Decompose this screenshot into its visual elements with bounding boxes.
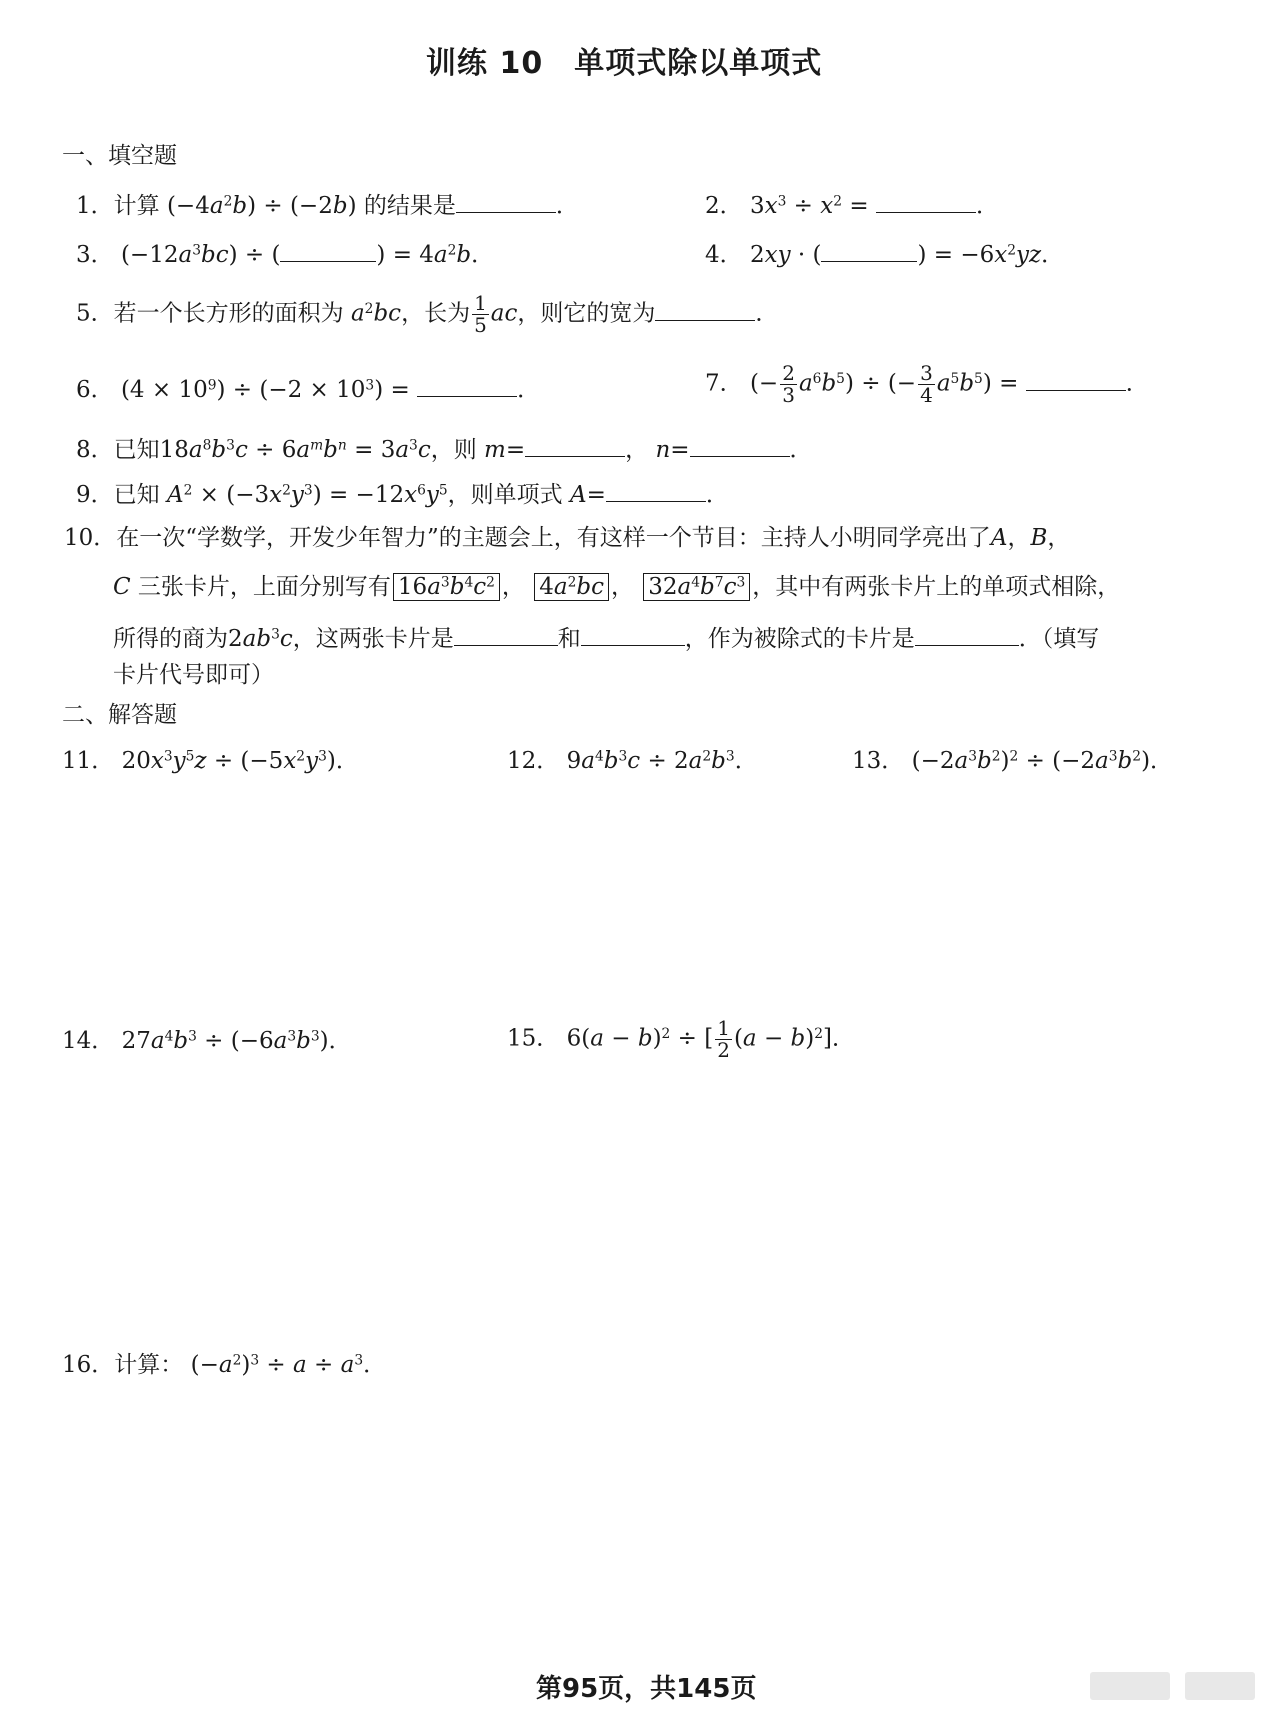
- card-a: $16a^3b^4c^2$: [393, 573, 500, 601]
- q1-blank[interactable]: [456, 189, 556, 213]
- q10-line3b: ，这两张卡片是: [292, 626, 454, 652]
- q14-number: 14．: [62, 1028, 115, 1054]
- q5-tail: ，则它的宽为: [517, 300, 656, 327]
- q8-mid: ，则: [430, 437, 477, 463]
- q16-number: 16．: [62, 1352, 115, 1378]
- q5-blank[interactable]: [655, 297, 755, 321]
- question-3: 3． $(-12a^3bc)$ ÷ ( ) = $4a^2b$．: [76, 238, 494, 270]
- question-10-line-3: 所得的商为$2ab^3c$，这两张卡片是 和 ，作为被除式的卡片是 ．（填写: [113, 622, 1099, 654]
- q13-number: 13．: [852, 748, 905, 774]
- q15-fraction: $\frac{1}{2}$: [717, 1016, 730, 1062]
- q8-blank-m[interactable]: [525, 433, 625, 457]
- q5-mid: ，长为: [401, 300, 471, 327]
- question-8: 8．已知$18a^8b^3c \div 6a^mb^n = 3a^3c$，则 m= ， n= ．: [76, 433, 813, 465]
- question-14: 14． $27a^4b^3 \div (-6a^3b^3)$．: [62, 1028, 352, 1054]
- q15-number: 15．: [507, 1025, 560, 1052]
- question-1: 1．计算 $(-4a^2b) \div (-2b)$ 的结果是 ．: [76, 189, 579, 221]
- q8-text: 已知: [113, 437, 160, 463]
- scan-artifact-bar: [1185, 1672, 1255, 1700]
- q12-number: 12．: [507, 748, 560, 774]
- question-10-line-2: C 三张卡片，上面分别写有 $16a^3b^4c^2$ ， $4a^2bc$ ， $32a^4b^7c^3$ ，其中有两张卡片上的单项式相除，: [113, 574, 1121, 600]
- q3-number: 3．: [76, 242, 114, 268]
- q2-blank[interactable]: [876, 189, 976, 213]
- q4-blank[interactable]: [821, 238, 917, 262]
- card-b: $4a^2bc$: [534, 573, 609, 601]
- q10-line1: 在一次“学数学，开发少年智力”的主题会上，有这样一个节目：主持人小明同学亮出了: [116, 525, 991, 551]
- q7-blank[interactable]: [1026, 367, 1126, 391]
- question-6: 6． $(4 \times 10^9) \div (-2 \times 10^3)$ = ．: [76, 373, 540, 405]
- section-fill-in: 一、填空题: [62, 143, 177, 169]
- q10-line4: 卡片代号即可）: [113, 662, 274, 688]
- question-10-line-4: [113, 662, 274, 690]
- q5-fraction: $\frac{1}{5}$: [474, 291, 487, 337]
- q3-blank[interactable]: [280, 238, 376, 262]
- q9-text: 已知: [113, 482, 160, 508]
- q10-line3d: ，作为被除式的卡片是: [684, 626, 915, 652]
- q1-text: 计算: [113, 193, 160, 219]
- q5-number: 5．: [76, 300, 114, 327]
- q7-number: 7．: [705, 370, 743, 397]
- q16-text: 计算：: [114, 1352, 184, 1378]
- question-4: 4． 2xy · ( ) = $-6x^2yz$．: [705, 238, 1064, 270]
- scan-artifact-bar: [1090, 1672, 1170, 1700]
- q10-line3a: 所得的商为: [113, 626, 228, 652]
- q10-line2b: ，其中有两张卡片上的单项式相除，: [752, 574, 1121, 600]
- question-9: 9．已知 $A^2 \times (-3x^2y^3) = -12x^6y^5$，则单项式 A= ．: [76, 478, 729, 510]
- q10-line3e: ．（填写: [1018, 626, 1100, 652]
- q1-tail: 的结果是: [363, 193, 456, 219]
- question-5: 5．若一个长方形的面积为 $a^2bc$，长为 $\frac{1}{5}$ ac，则它的宽为 ．: [76, 291, 779, 337]
- question-12: 12． $9a^4b^3c \div 2a^2b^3$．: [507, 748, 758, 774]
- question-7: 7． (− $\frac{2}{3}$ $a^6b^5$) ÷ (− $\frac{3}{4}$ $a^5b^5$) = ．: [705, 361, 1149, 407]
- q8-number: 8．: [76, 437, 114, 463]
- section-solve: 二、解答题: [62, 702, 177, 728]
- q7-fraction-b: $\frac{3}{4}$: [920, 361, 933, 407]
- q11-number: 11．: [62, 748, 115, 774]
- question-2: 2． $3x^3 \div x^2$ = ．: [705, 189, 999, 221]
- question-10: 10．在一次“学数学，开发少年智力”的主题会上，有这样一个节目：主持人小明同学亮出了A，B，: [64, 525, 1071, 551]
- question-15: 15． $6(a - b)^2$ ÷ [ $\frac{1}{2}$ $(a - b)^2$]．: [507, 1016, 856, 1062]
- q9-blank[interactable]: [606, 478, 706, 502]
- q1-number: 1．: [76, 193, 114, 219]
- card-c: $32a^4b^7c^3$: [643, 573, 750, 601]
- question-11: 11． $20x^3y^5z \div (-5x^2y^3)$．: [62, 748, 359, 774]
- q2-number: 2．: [705, 193, 743, 219]
- page-footer: 第95页，共145页: [536, 1674, 757, 1704]
- q6-blank[interactable]: [417, 373, 517, 397]
- q10-line2a: 三张卡片，上面分别写有: [137, 574, 391, 600]
- q5-text: 若一个长方形的面积为: [113, 300, 344, 327]
- q10-blank-3[interactable]: [915, 622, 1019, 646]
- q6-number: 6．: [76, 377, 114, 403]
- question-13: 13． $(-2a^3b^2)^2 \div (-2a^3b^2)$．: [852, 748, 1174, 774]
- q10-blank-1[interactable]: [454, 622, 558, 646]
- q4-number: 4．: [705, 242, 743, 268]
- question-16: 16．计算： $(-a^2)^3 \div a \div a^3$．: [62, 1352, 387, 1378]
- q10-line3c: 和: [557, 626, 581, 652]
- q9-tail: ，则单项式: [447, 482, 563, 508]
- page-title: 训练 10 单项式除以单项式: [426, 46, 823, 81]
- q10-blank-2[interactable]: [581, 622, 685, 646]
- q8-blank-n[interactable]: [690, 433, 790, 457]
- q7-fraction-a: $\frac{2}{3}$: [782, 361, 795, 407]
- q10-number: 10．: [64, 525, 117, 551]
- q9-number: 9．: [76, 482, 114, 508]
